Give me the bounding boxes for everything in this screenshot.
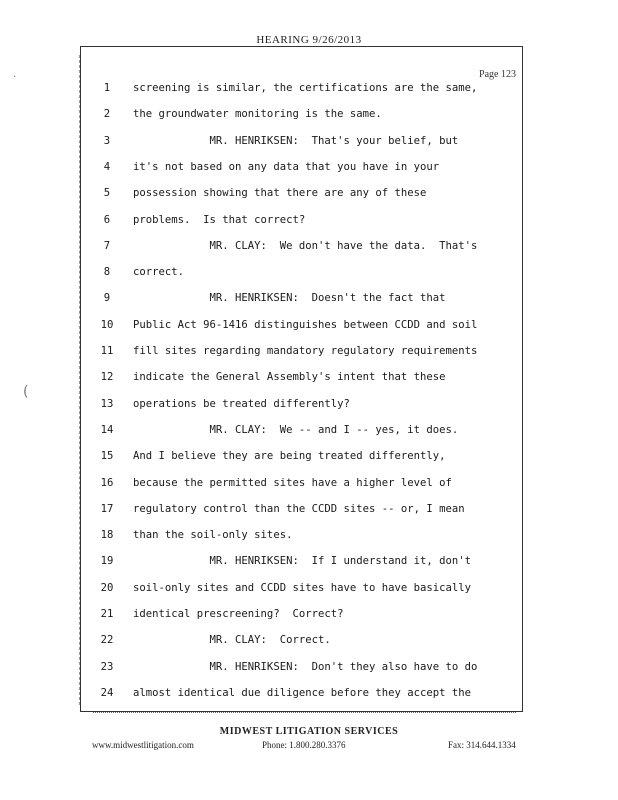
transcript-line bbox=[81, 398, 524, 416]
footer-phone: Phone: 1.800.280.3376 bbox=[262, 740, 346, 750]
transcript-line bbox=[81, 582, 524, 600]
line-text: MR. CLAY: We don't have the data. That's bbox=[133, 239, 478, 252]
transcript-line bbox=[81, 187, 524, 205]
line-number: 6 bbox=[103, 213, 111, 226]
transcript-line bbox=[81, 450, 524, 468]
page-number: Page 123 bbox=[479, 69, 516, 80]
line-number: 3 bbox=[103, 134, 111, 147]
transcript-line bbox=[81, 371, 524, 389]
line-number: 5 bbox=[103, 187, 111, 200]
line-number: 11 bbox=[100, 345, 114, 357]
line-number: 15 bbox=[100, 450, 114, 463]
line-number: 22 bbox=[100, 634, 114, 647]
line-number: 21 bbox=[100, 608, 114, 620]
transcript-line bbox=[81, 319, 524, 337]
line-number: 8 bbox=[103, 266, 111, 279]
transcript-line bbox=[81, 82, 524, 100]
transcript-line bbox=[81, 634, 524, 652]
line-text: And I believe they are being treated differently, bbox=[133, 450, 446, 463]
line-text: almost identical due diligence before they accept the bbox=[133, 686, 472, 699]
line-number: 1 bbox=[103, 82, 111, 94]
line-number: 23 bbox=[100, 660, 114, 673]
line-text: problems. Is that correct? bbox=[133, 213, 306, 226]
transcript-line bbox=[81, 135, 524, 153]
line-text: screening is similar, the certifications are the same, bbox=[133, 82, 478, 94]
scan-edge-divider bbox=[93, 712, 516, 713]
scan-mark: ( bbox=[23, 384, 29, 400]
line-text: regulatory control than the CCDD sites -- or, I mean bbox=[133, 502, 465, 515]
transcript-line bbox=[81, 503, 524, 521]
transcript-line bbox=[81, 529, 524, 547]
line-text: possession showing that there are any of these bbox=[133, 187, 427, 200]
line-number: 16 bbox=[100, 476, 114, 489]
line-text: correct. bbox=[133, 266, 185, 279]
transcript-line bbox=[81, 477, 524, 495]
line-number: 10 bbox=[100, 318, 114, 331]
line-text: because the permitted sites have a higher level of bbox=[133, 476, 452, 489]
transcript-line bbox=[81, 424, 524, 442]
transcript-line bbox=[81, 214, 524, 232]
transcript-page bbox=[80, 46, 523, 712]
line-number: 18 bbox=[100, 529, 114, 542]
transcript-line bbox=[81, 345, 524, 363]
transcript-line bbox=[81, 240, 524, 258]
line-number: 2 bbox=[103, 108, 111, 121]
line-number: 9 bbox=[103, 292, 111, 305]
scan-mark: · bbox=[13, 72, 17, 83]
line-text: MR. HENRIKSEN: Don't they also have to do bbox=[133, 660, 478, 673]
line-number: 4 bbox=[103, 160, 111, 173]
transcript-line bbox=[81, 108, 524, 126]
line-number: 20 bbox=[100, 581, 114, 594]
line-text: the groundwater monitoring is the same. bbox=[133, 108, 382, 121]
transcript-line bbox=[81, 687, 524, 705]
footer-fax: Fax: 314.644.1334 bbox=[448, 740, 516, 750]
line-number: 7 bbox=[103, 239, 111, 252]
line-number: 17 bbox=[100, 502, 114, 515]
footer-company: MIDWEST LITIGATION SERVICES bbox=[219, 726, 399, 737]
line-text: fill sites regarding mandatory regulatory requirements bbox=[133, 345, 478, 357]
transcript-line bbox=[81, 266, 524, 284]
transcript-lines bbox=[81, 47, 522, 711]
line-text: MR. HENRIKSEN: Doesn't the fact that bbox=[133, 292, 446, 305]
line-text: MR. HENRIKSEN: If I understand it, don't bbox=[133, 555, 472, 568]
line-text: MR. HENRIKSEN: That's your belief, but bbox=[133, 134, 459, 147]
line-number: 14 bbox=[100, 423, 114, 436]
transcript-line bbox=[81, 161, 524, 179]
line-number: 12 bbox=[100, 371, 114, 384]
line-text: indicate the General Assembly's intent that these bbox=[133, 371, 446, 384]
line-text: operations be treated differently? bbox=[133, 397, 350, 410]
line-text: MR. CLAY: We -- and I -- yes, it does. bbox=[133, 423, 459, 436]
transcript-line bbox=[81, 661, 524, 679]
line-text: it's not based on any data that you have in your bbox=[133, 160, 440, 173]
transcript-line bbox=[81, 555, 524, 573]
line-number: 24 bbox=[100, 686, 114, 699]
line-number: 13 bbox=[100, 397, 114, 410]
transcript-line bbox=[81, 292, 524, 310]
transcript-header-title: HEARING 9/26/2013 bbox=[256, 34, 362, 46]
line-text: identical prescreening? Correct? bbox=[133, 608, 344, 620]
line-text: than the soil-only sites. bbox=[133, 529, 293, 542]
line-text: Public Act 96-1416 distinguishes between CCDD and soil bbox=[133, 318, 478, 331]
line-text: MR. CLAY: Correct. bbox=[133, 634, 331, 647]
transcript-line bbox=[81, 608, 524, 626]
line-text: soil-only sites and CCDD sites have to have basically bbox=[133, 581, 472, 594]
line-number: 19 bbox=[100, 555, 114, 568]
footer-website: www.midwestlitigation.com bbox=[92, 740, 194, 750]
